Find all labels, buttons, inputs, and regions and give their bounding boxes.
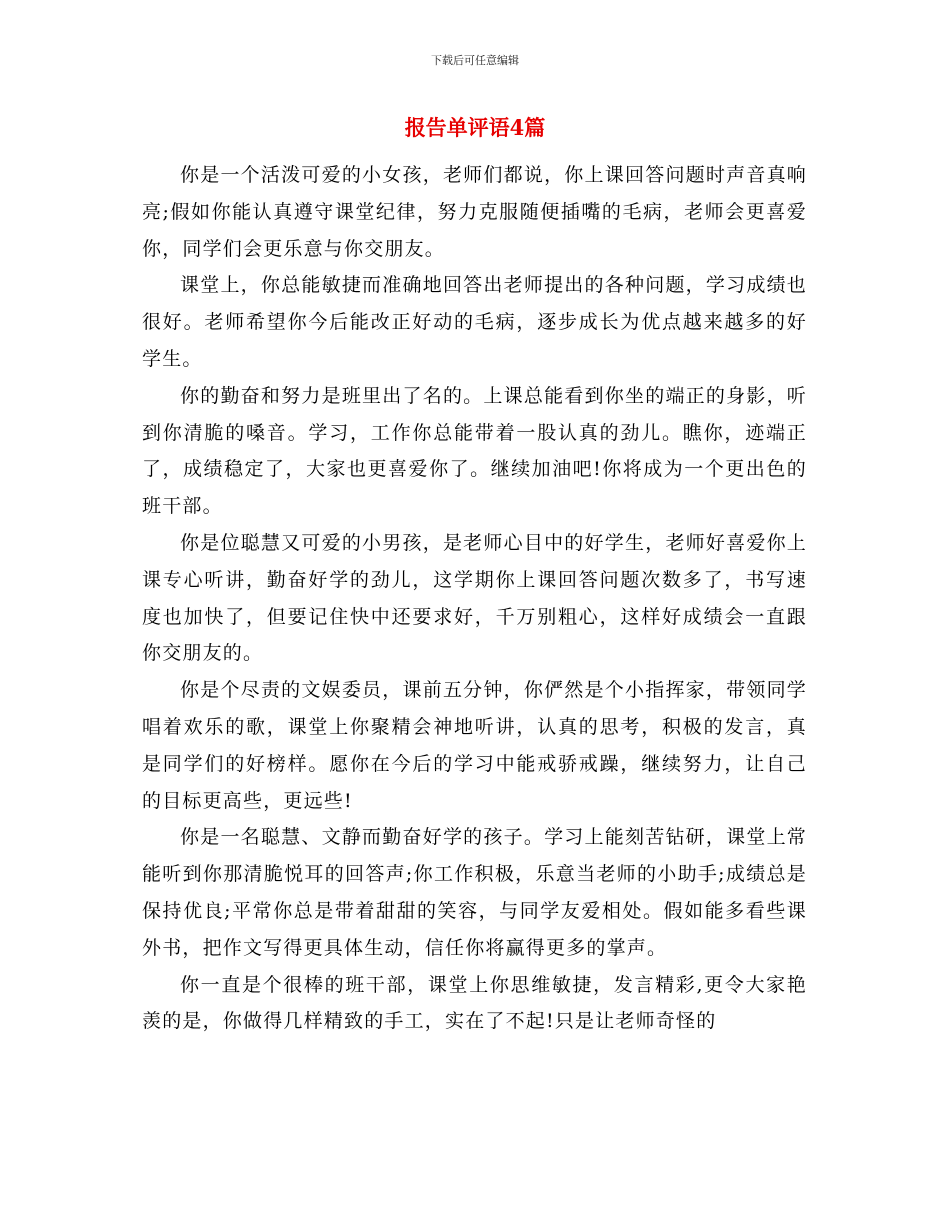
paragraph: 你是位聪慧又可爱的小男孩，是老师心目中的好学生，老师好喜爱你上课专心听讲，勤奋好学的劲儿，这学期你上课回答问题次数多了，书写速度也加快了，但要记住快中还要求好，千万别粗心，这样好成绩会一直跟你交朋友的。 xyxy=(142,531,807,665)
paragraph: 课堂上，你总能敏捷而准确地回答出老师提出的各种问题，学习成绩也很好。老师希望你今后能改正好动的毛病，逐步成长为优点越来越多的好学生。 xyxy=(142,274,807,370)
paragraph: 你一直是个很棒的班干部，课堂上你思维敏捷，发言精彩,更令大家艳羡的是，你做得几样精致的手工，实在了不起!只是让老师奇怪的 xyxy=(142,973,807,1033)
document-body xyxy=(142,157,807,1040)
paragraph: 你的勤奋和努力是班里出了名的。上课总能看到你坐的端正的身影，听到你清脆的嗓音。学习，工作你总能带着一股认真的劲儿。瞧你，迹端正了，成绩稳定了，大家也更喜爱你了。继续加油吧!你将成为一个更出色的班干部。 xyxy=(142,384,807,518)
paragraph: 你是个尽责的文娱委员，课前五分钟，你俨然是个小指挥家，带领同学唱着欢乐的歌，课堂上你聚精会神地听讲，认真的思考，积极的发言，真是同学们的好榜样。愿你在今后的学习中能戒骄戒躁，继续努力，让自己的目标更高些，更远些! xyxy=(142,679,807,812)
paragraph: 你是一名聪慧、文静而勤奋好学的孩子。学习上能刻苦钻研，课堂上常能听到你那清脆悦耳的回答声;你工作积极，乐意当老师的小助手;成绩总是保持优良;平常你总是带着甜甜的笑容，与同学友爱相处。假如能多看些课外书，把作文写得更具体生动，信任你将赢得更多的掌声。 xyxy=(142,826,807,959)
paragraph: 你是一个活泼可爱的小女孩，老师们都说，你上课回答问题时声音真响亮;假如你能认真遵守课堂纪律，努力克服随便插嘴的毛病，老师会更喜爱你，同学们会更乐意与你交朋友。 xyxy=(142,164,807,260)
header-note: 下载后可任意编辑 xyxy=(431,54,519,67)
document-title: 报告单评语4篇 xyxy=(404,115,546,140)
